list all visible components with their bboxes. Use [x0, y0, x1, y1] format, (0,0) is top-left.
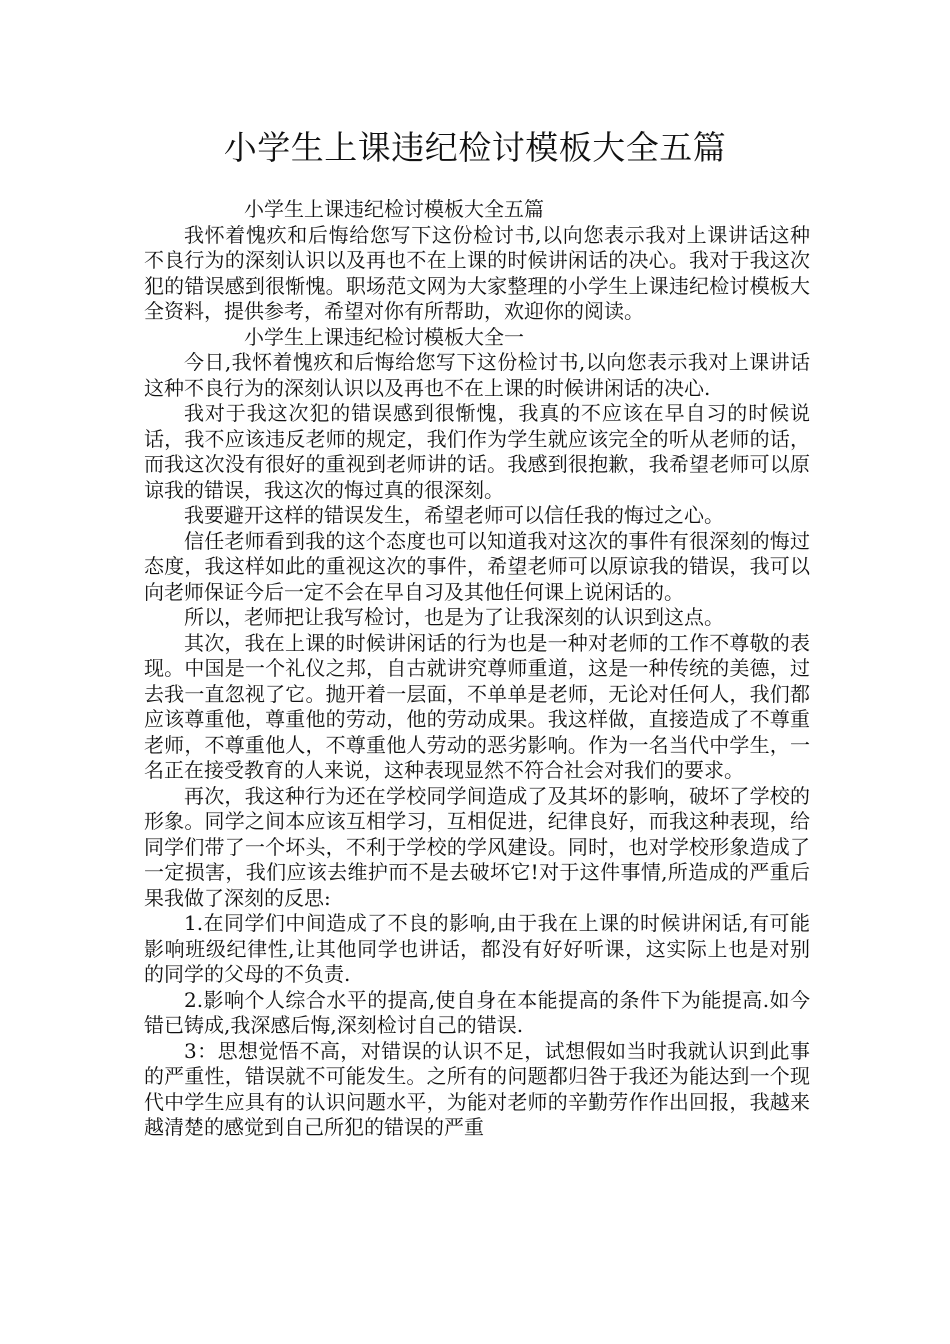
body-paragraph: 1.在同学们中间造成了不良的影响,由于我在上课的时候讲闲话,有可能影响班级纪律性,让其他同学也讲话，都没有好好听课，这实际上也是对别的同学的父母的不负责. — [144, 911, 810, 986]
body-paragraph: 2.影响个人综合水平的提高,使自身在本能提高的条件下为能提高.如今错已铸成,我深感后悔,深刻检讨自己的错误. — [144, 987, 810, 1037]
body-paragraph: 信任老师看到我的这个态度也可以知道我对这次的事件有很深刻的悔过态度，我这样如此的重视这次的事件，希望老师可以原谅我的错误，我可以向老师保证今后一定不会在早自习及其他任何课上说闲话的。 — [144, 528, 810, 604]
body-paragraph: 我要避开这样的错误发生，希望老师可以信任我的悔过之心。 — [184, 503, 724, 527]
document-body — [144, 197, 810, 1141]
section-heading: 小学生上课违纪检讨模板大全一 — [244, 324, 524, 349]
body-paragraph: 再次，我这种行为还在学校同学间造成了及其坏的影响，破坏了学校的形象。同学之间本应该互相学习，互相促进，纪律良好，而我这种表现，给同学们带了一个坏头，不利于学校的学风建设。同时，也对学校形象造成了一定损害，我们应该去维护而不是去破坏它!对于这件事情,所造成的严重后果我做了深刻的反思: — [144, 783, 810, 910]
section-heading: 小学生上课违纪检讨模板大全五篇 — [244, 197, 544, 221]
body-paragraph: 所以，老师把让我写检讨，也是为了让我深刻的认识到这点。 — [184, 605, 724, 629]
body-paragraph: 我对于我这次犯的错误感到很惭愧，我真的不应该在早自习的时候说话，我不应该违反老师的规定，我们作为学生就应该完全的听从老师的话，而我这次没有很好的重视到老师讲的话。我感到很抱歉，我希望老师可以原谅我的错误，我这次的悔过真的很深刻。 — [144, 401, 810, 502]
body-paragraph: 3：思想觉悟不高，对错误的认识不足，试想假如当时我就认识到此事的严重性，错误就不可能发生。之所有的问题都归咎于我还为能达到一个现代中学生应具有的认识问题水平，为能对老师的辛勤劳作作出回报，我越来越清楚的感觉到自己所犯的错误的严重 — [144, 1038, 810, 1139]
body-paragraph: 我怀着愧疚和后悔给您写下这份检讨书,以向您表示我对上课讲话这种不良行为的深刻认识以及再也不在上课的时候讲闲话的决心。我对于我这次犯的错误感到很惭愧。职场范文网为大家整理的小学生上课违纪检讨模板大全资料，提供参考，希望对你有所帮助，欢迎你的阅读。 — [144, 222, 810, 323]
body-paragraph: 今日,我怀着愧疚和后悔给您写下这份检讨书,以向您表示我对上课讲话这种不良行为的深刻认识以及再也不在上课的时候讲闲话的决心. — [144, 350, 810, 400]
document-title: 小学生上课违纪检讨模板大全五篇 — [223, 128, 727, 167]
body-paragraph: 其次，我在上课的时候讲闲话的行为也是一种对老师的工作不尊敬的表现。中国是一个礼仪之邦，自古就讲究尊师重道，这是一种传统的美德，过去我一直忽视了它。抛开着一层面，不单单是老师，无论对任何人，我们都应该尊重他，尊重他的劳动，他的劳动成果。我这样做，直接造成了不尊重老师，不尊重他人，不尊重他人劳动的恶劣影响。作为一名当代中学生，一名正在接受教育的人来说，这种表现显然不符合社会对我们的要求。 — [144, 630, 810, 782]
